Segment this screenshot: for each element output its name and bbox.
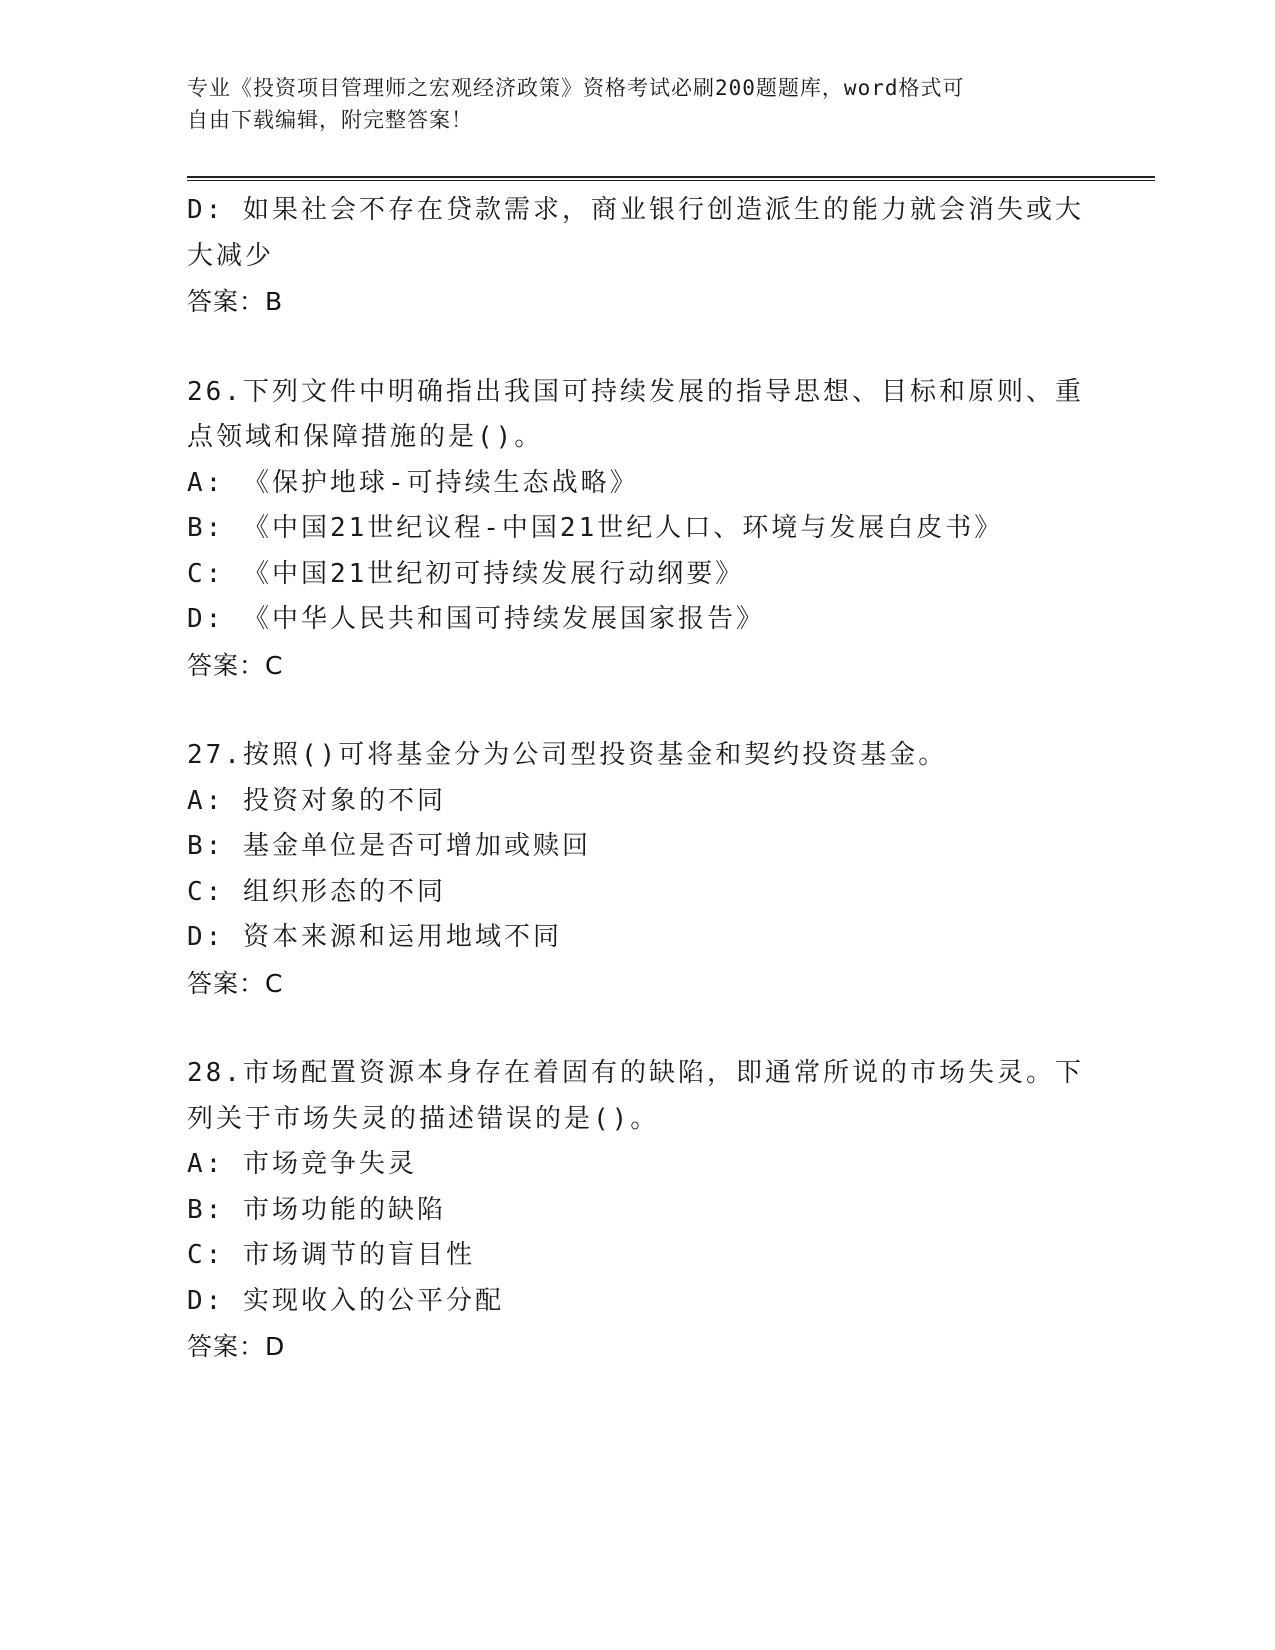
question-26 (187, 370, 1087, 689)
question-list (187, 188, 1087, 1370)
option-d: D: 实现收入的公平分配 (187, 1285, 504, 1316)
option-a: A: 投资对象的不同 (187, 785, 446, 816)
option-d: D: 如果社会不存在贷款需求，商业银行创造派生的能力就会消失或大 (187, 195, 1084, 225)
header-divider (187, 176, 1155, 181)
header-line-2: 自由下载编辑，附完整答案！ (187, 108, 473, 132)
answer: 答案：D (187, 1332, 286, 1361)
option-a: A: 《保护地球-可持续生态战略》 (187, 467, 639, 498)
question-stem-continued: 列关于市场失灵的描述错误的是()。 (187, 1103, 660, 1134)
question-stem: 26.下列文件中明确指出我国可持续发展的指导思想、目标和原则、重 (187, 376, 1084, 407)
option-d: D: 资本来源和运用地域不同 (187, 922, 562, 952)
option-b: B: 市场功能的缺陷 (187, 1194, 446, 1225)
option-a: A: 市场竞争失灵 (187, 1149, 417, 1179)
option-c: C: 市场调节的盲目性 (187, 1240, 475, 1270)
answer: 答案：C (187, 968, 284, 998)
option-c: C: 组织形态的不同 (187, 876, 446, 907)
question-stem: 27.按照()可将基金分为公司型投资基金和契约投资基金。 (187, 740, 948, 770)
previous-question-tail (187, 188, 1087, 325)
spacer (187, 688, 1087, 733)
spacer (187, 325, 1087, 370)
document-header (187, 72, 1067, 136)
question-stem: 28.市场配置资源本身存在着固有的缺陷，即通常所说的市场失灵。下 (187, 1058, 1084, 1088)
option-d-continued: 大减少 (187, 240, 275, 271)
answer: 答案：C (187, 650, 284, 680)
answer: 答案：B (187, 287, 284, 316)
option-b: B: 基金单位是否可增加或赎回 (187, 831, 591, 861)
option-c: C: 《中国21世纪初可持续发展行动纲要》 (187, 558, 745, 589)
header-line-1: 专业《投资项目管理师之宏观经济政策》资格考试必刷200题题库，word格式可 (187, 76, 965, 100)
option-d: D: 《中华人民共和国可持续发展国家报告》 (187, 604, 765, 634)
question-27 (187, 733, 1087, 1006)
question-28 (187, 1051, 1087, 1370)
question-stem-continued: 点领域和保障措施的是()。 (187, 422, 544, 452)
option-b: B: 《中国21世纪议程-中国21世纪人口、环境与发展白皮书》 (187, 513, 1004, 543)
spacer (187, 1006, 1087, 1051)
